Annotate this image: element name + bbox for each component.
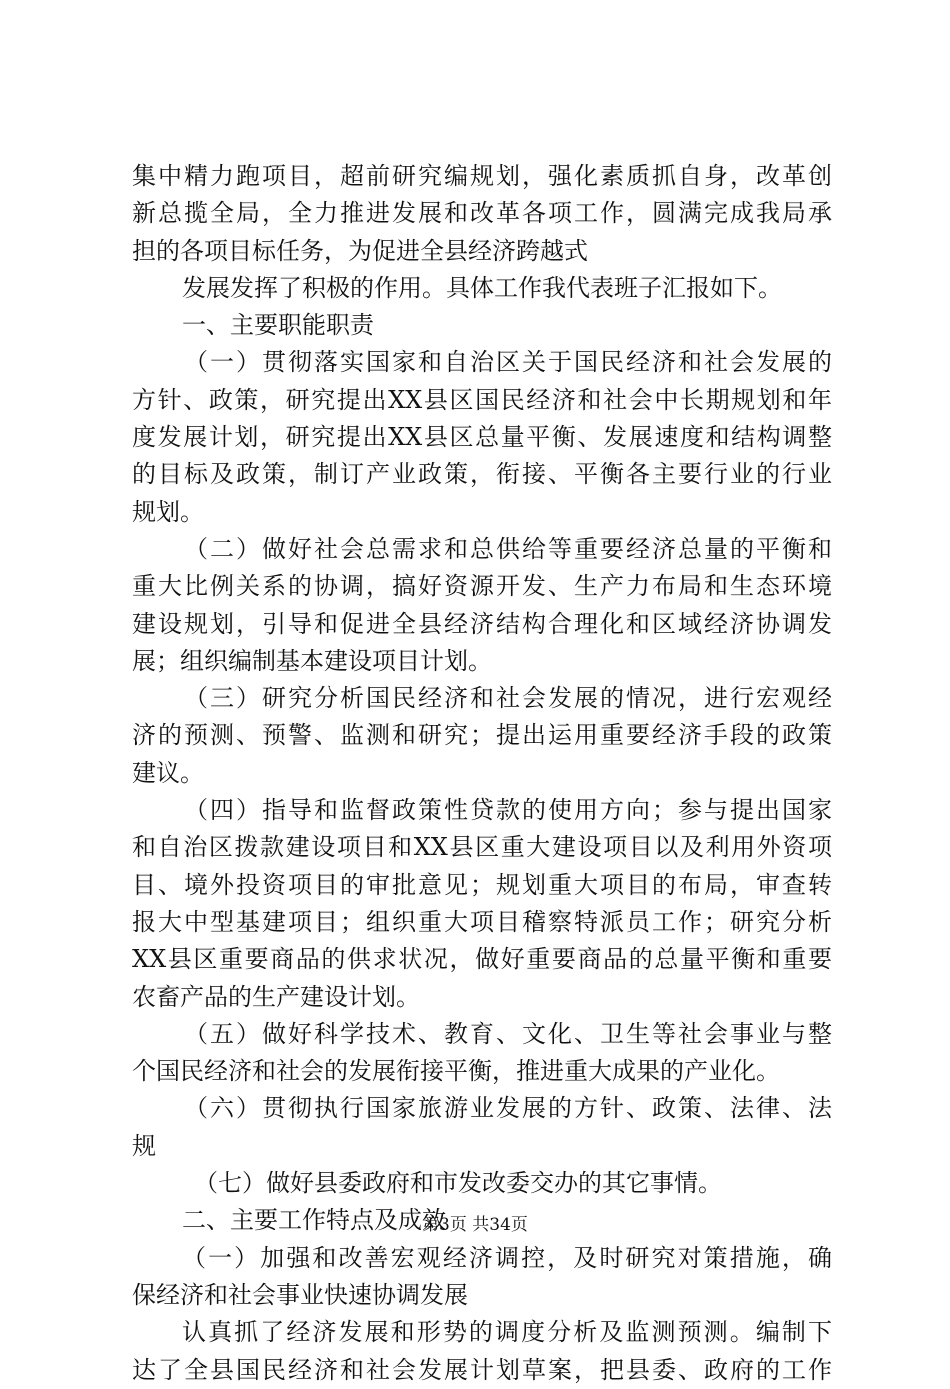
text-line: 建设规划，引导和促进全县经济结构合理化和区域经济协调发 [132, 609, 832, 638]
text-line: （七）做好县委政府和市发改委交办的其它事情。 [194, 1169, 722, 1198]
text-line: （一）加强和改善宏观经济调控，及时研究对策措施，确 [182, 1243, 832, 1272]
text-line: 建议。 [132, 758, 204, 787]
text-line: 新总揽全局，全力推进发展和改革各项工作，圆满完成我局承 [132, 199, 832, 228]
text-line: XX县区重要商品的供求状况，做好重要商品的总量平衡和重要 [132, 945, 832, 974]
text-line: （五）做好科学技术、教育、文化、卫生等社会事业与整 [184, 1019, 832, 1048]
text-line: 达了全县国民经济和社会发展计划草案，把县委、政府的工作 [132, 1355, 832, 1384]
text-line: 认真抓了经济发展和形势的调度分析及监测预测。编制下 [182, 1318, 832, 1347]
text-line: （六）贯彻执行国家旅游业发展的方针、政策、法律、法 [184, 1094, 832, 1123]
text-line: 报大中型基建项目；组织重大项目稽察特派员工作；研究分析 [132, 907, 832, 936]
text-line: （三）研究分析国民经济和社会发展的情况，进行宏观经 [184, 684, 832, 713]
section-heading: 二、主要工作特点及成效 [182, 1206, 446, 1235]
text-line: 保经济和社会事业快速协调发展 [132, 1280, 468, 1309]
text-line: （四）指导和监督政策性贷款的使用方向；参与提出国家 [184, 796, 832, 825]
text-line: 目、境外投资项目的审批意见；规划重大项目的布局，审查转 [132, 870, 832, 899]
text-line: （二）做好社会总需求和总供给等重要经济总量的平衡和 [184, 534, 832, 563]
text-line: 担的各项目标任务，为促进全县经济跨越式 [132, 236, 588, 265]
text-line: 展；组织编制基本建设项目计划。 [132, 646, 492, 675]
text-line: 济的预测、预警、监测和研究；提出运用重要经济手段的政策 [132, 721, 832, 750]
text-line: 度发展计划，研究提出XX县区总量平衡、发展速度和结构调整 [132, 423, 832, 452]
text-line: 个国民经济和社会的发展衔接平衡，推进重大成果的产业化。 [132, 1057, 780, 1086]
text-line: 农畜产品的生产建设计划。 [132, 982, 420, 1011]
text-line: 方针、政策，研究提出XX县区国民经济和社会中长期规划和年 [132, 385, 832, 414]
text-line: 规 [132, 1131, 156, 1160]
page-number-footer: 第3页 共34页 [422, 1215, 528, 1235]
text-line: 和自治区拨款建设项目和XX县区重大建设项目以及利用外资项 [132, 833, 832, 862]
document-body [132, 158, 832, 1389]
text-line: 集中精力跑项目，超前研究编规划，强化素质抓自身，改革创 [132, 162, 832, 190]
section-heading: 一、主要职能职责 [182, 311, 374, 340]
text-line: （一）贯彻落实国家和自治区关于国民经济和社会发展的 [184, 348, 832, 377]
text-line: 重大比例关系的协调，搞好资源开发、生产力布局和生态环境 [132, 572, 832, 601]
text-line: 的目标及政策，制订产业政策，衔接、平衡各主要行业的行业 [132, 460, 832, 489]
text-line: 规划。 [132, 497, 204, 526]
text-line: 发展发挥了积极的作用。具体工作我代表班子汇报如下。 [182, 273, 782, 302]
